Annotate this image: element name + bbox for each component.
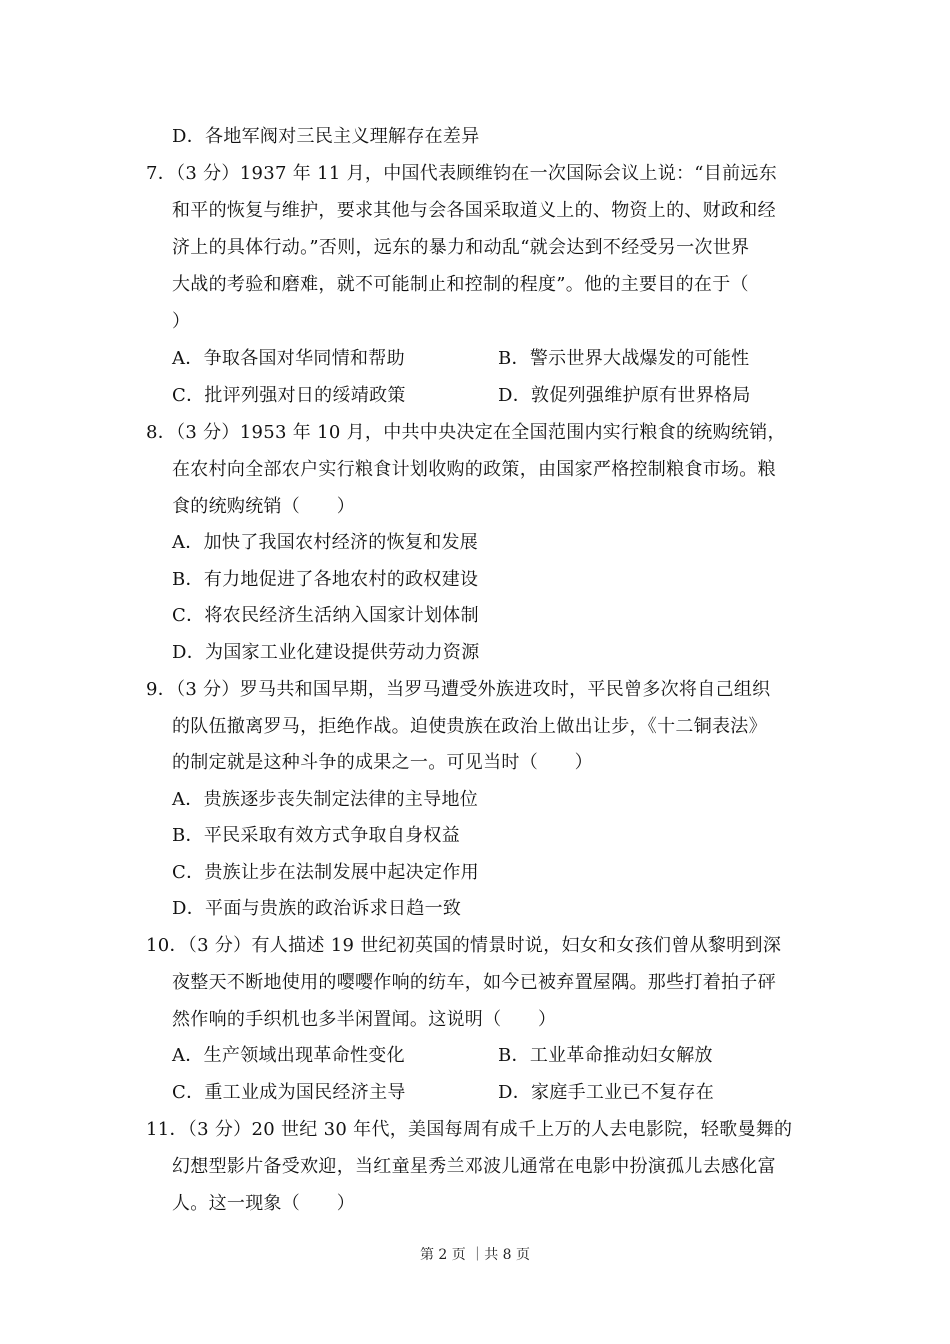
page-footer: 第 2 页 ｜共 8 页 [419,1247,531,1263]
question-7-option-d: D．敦促列强维护原有世界格局 [498,385,751,406]
question-8-line-1: 8．（3 分）1953 年 10 月，中共中央决定在全国范围内实行粮食的统购统销， [146,422,786,443]
prev-question-option-d: D．各地军阀对三民主义理解存在差异 [172,126,480,147]
question-9-option-c: C．贵族让步在法制发展中起决定作用 [172,862,479,883]
question-8-line-3: 食的统购统销（ ） [172,496,355,517]
question-11-line-3: 人。这一现象（ ） [172,1193,355,1214]
question-10-option-d: D．家庭手工业已不复存在 [498,1082,715,1103]
question-9-option-d: D．平面与贵族的政治诉求日趋一致 [172,898,462,919]
question-9-line-3: 的制定就是这种斗争的成果之一。可见当时（ ） [172,752,593,773]
question-7-line-2: 和平的恢复与维护，要求其他与会各国采取道义上的、物资上的、财政和经 [172,200,776,221]
question-7-line-1: 7．（3 分）1937 年 11 月，中国代表顾维钧在一次国际会议上说：“目前远东 [146,163,778,184]
question-10-option-b: B．工业革命推动妇女解放 [498,1045,713,1066]
question-7-line-4: 大战的考验和磨难，就不可能制止和控制的程度”。他的主要目的在于（ [172,274,749,295]
question-8-option-b: B．有力地促进了各地农村的政权建设 [172,569,479,590]
question-7-line-5: ） [172,311,191,332]
question-11-line-1: 11．（3 分）20 世纪 30 年代，美国每周有成千上万的人去电影院，轻歌曼舞的 [146,1119,793,1140]
question-10-line-3: 然作响的手织机也多半闲置闻。这说明（ ） [172,1009,557,1030]
question-9-line-1: 9．（3 分）罗马共和国早期，当罗马遭受外族进攻时，平民曾多次将自己组织 [146,679,771,700]
question-7-line-3: 济上的具体行动。”否则，远东的暴力和动乱“就会达到不经受另一次世界 [172,237,750,258]
question-10-option-c: C．重工业成为国民经济主导 [172,1082,406,1103]
question-9-line-2: 的队伍撤离罗马，拒绝作战。迫使贵族在政治上做出让步，《十二铜表法》 [172,716,767,737]
question-9-option-a: A．贵族逐步丧失制定法律的主导地位 [172,789,479,810]
question-7-option-c: C．批评列强对日的绥靖政策 [172,385,406,406]
question-10-option-a: A．生产领域出现革命性变化 [172,1045,405,1066]
question-8-line-2: 在农村向全部农户实行粮食计划收购的政策，由国家严格控制粮食市场。粮 [172,459,776,480]
question-10-line-2: 夜整天不断地使用的嘤嘤作响的纺车，如今已被弃置屋隅。那些打着拍子砰 [172,972,776,993]
question-7-option-a: A．争取各国对华同情和帮助 [172,348,405,369]
question-8-option-a: A．加快了我国农村经济的恢复和发展 [172,532,479,553]
question-10-line-1: 10．（3 分）有人描述 19 世纪初英国的情景时说，妇女和女孩们曾从黎明到深 [146,935,782,956]
question-9-option-b: B．平民采取有效方式争取自身权益 [172,825,461,846]
question-8-option-d: D．为国家工业化建设提供劳动力资源 [172,642,480,663]
question-7-option-b: B．警示世界大战爆发的可能性 [498,348,750,369]
question-11-line-2: 幻想型影片备受欢迎，当红童星秀兰邓波儿通常在电影中扮演孤儿去感化富 [172,1156,776,1177]
question-8-option-c: C．将农民经济生活纳入国家计划体制 [172,605,479,626]
